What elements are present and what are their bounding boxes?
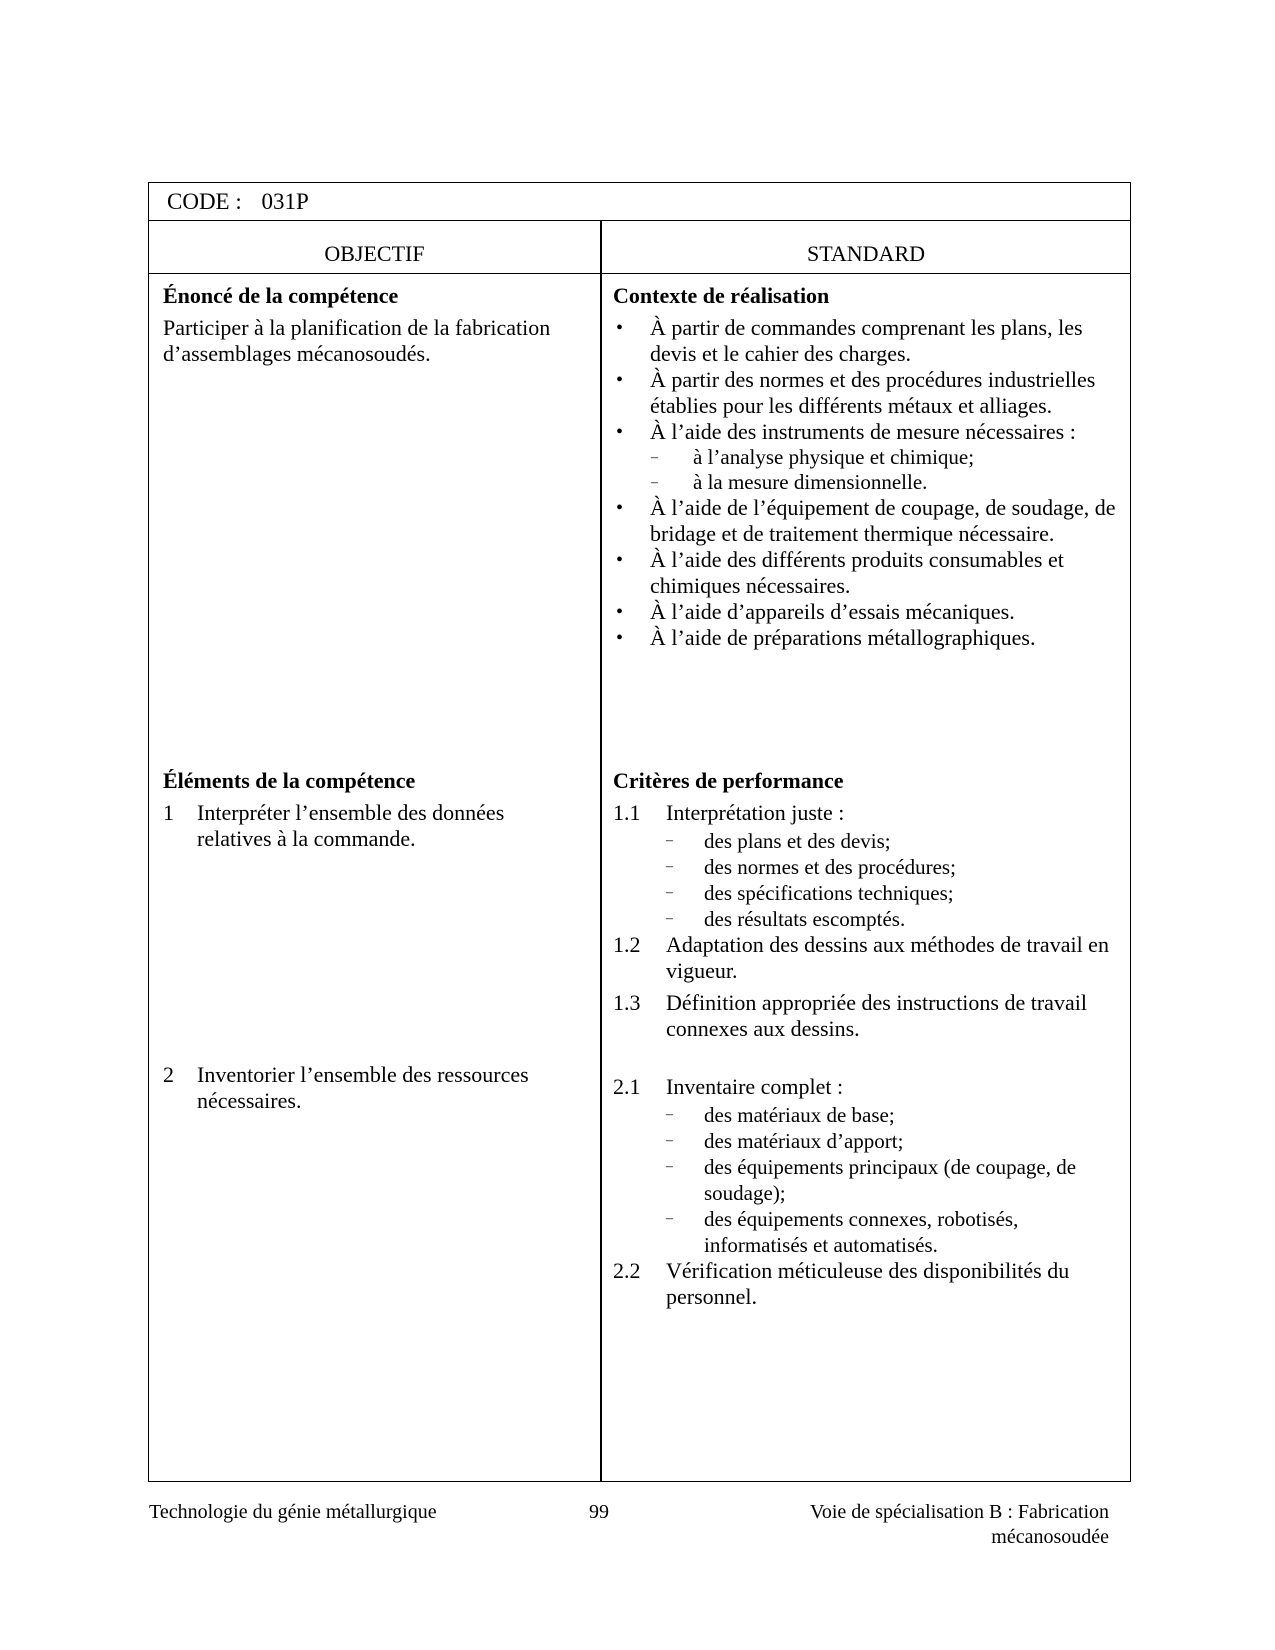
footer-left: Technologie du génie métallurgique: [149, 1501, 437, 1523]
list-item: • À l’aide des instruments de mesure nécessaires : – à l’analyse physique et chimique; – à la mesure dimensionnelle.: [613, 419, 1118, 495]
page-number: 99: [589, 1501, 609, 1523]
bullet-icon: •: [616, 369, 624, 391]
competence-table: [148, 182, 1131, 1482]
dash-icon: –: [666, 1107, 673, 1122]
critere-item: 1.3 Définition appropriée des instructions de travail connexes aux dessins.: [613, 990, 1087, 1041]
dash-icon: –: [666, 1133, 673, 1148]
sub-item: – à l’analyse physique et chimique;: [651, 445, 975, 469]
sub-item: – des spécifications techniques;: [666, 881, 954, 905]
code-label: CODE :: [167, 189, 242, 214]
standard-header: STANDARD: [806, 241, 926, 266]
list-item: • À l’aide de l’équipement de coupage, de soudage, de bridage et de traitement thermique nécessaire.: [616, 495, 1116, 546]
sub-item: – des matériaux de base;: [666, 1103, 895, 1127]
footer-right-line2: mécanosoudée: [991, 1526, 1109, 1548]
sub-item: – des normes et des procédures;: [666, 855, 956, 879]
enonce-text: Participer à la planification de la fabrication d’assemblages mécanosoudés.: [163, 315, 551, 366]
bullet-icon: •: [616, 497, 624, 519]
criteres-heading: Critères de performance: [613, 768, 844, 793]
enonce-section: [163, 283, 583, 367]
elements-heading: Éléments de la compétence: [163, 768, 416, 793]
critere-item: 2.1 Inventaire complet :: [613, 1074, 844, 1099]
dash-icon: –: [666, 859, 673, 874]
list-item: • À l’aide des différents produits consumables et chimiques nécessaires.: [616, 547, 1064, 598]
list-item: • À l’aide d’appareils d’essais mécaniques.: [616, 599, 1015, 624]
dash-icon: –: [651, 475, 658, 490]
bullet-icon: •: [616, 601, 624, 623]
element-item: 2 Inventorier l’ensemble des ressources nécessaires.: [163, 1062, 529, 1113]
sub-item: – des équipements principaux (de coupage, de soudage);: [666, 1155, 1077, 1205]
list-item: • À l’aide de préparations métallographiques.: [616, 625, 1036, 650]
enonce-heading: Énoncé de la compétence: [163, 283, 399, 308]
dash-icon: –: [666, 885, 673, 900]
critere-sublist: [613, 828, 1118, 932]
column-header-row: [149, 221, 1130, 274]
bullet-icon: •: [616, 549, 624, 571]
column-divider: [600, 221, 602, 1481]
sub-item: – des équipements connexes, robotisés, informatisés et automatisés.: [666, 1207, 1019, 1257]
element-item: 1 Interpréter l’ensemble des données relatives à la commande.: [163, 800, 505, 851]
critere-item: 2.2 Vérification méticuleuse des disponibilités du personnel.: [613, 1258, 1070, 1309]
bullet-icon: •: [616, 627, 624, 649]
criteres-section: [613, 768, 1118, 1310]
sub-item: – des matériaux d’apport;: [666, 1129, 904, 1153]
dash-icon: –: [666, 1211, 673, 1226]
footer-right-line1: Voie de spécialisation B : Fabrication: [809, 1501, 1109, 1523]
list-item: • À partir des normes et des procédures industrielles établies pour les différents métaux et alliages.: [616, 367, 1096, 418]
sub-item: – des résultats escomptés.: [666, 907, 906, 931]
bullet-icon: •: [616, 317, 624, 339]
dash-icon: –: [651, 450, 658, 465]
dash-icon: –: [666, 833, 673, 848]
critere-sublist: [613, 1102, 1118, 1258]
objectif-header: OBJECTIF: [324, 241, 425, 266]
contexte-list: [613, 315, 1118, 651]
critere-item: 1.1 Interprétation juste :: [613, 800, 845, 825]
contexte-section: [613, 283, 1118, 651]
elements-section: [163, 768, 583, 1114]
bullet-icon: •: [616, 421, 624, 443]
sub-item: – à la mesure dimensionnelle.: [651, 470, 928, 494]
dash-icon: –: [666, 1159, 673, 1174]
dash-icon: –: [666, 911, 673, 926]
footer-right: [810, 1500, 1109, 1550]
code-row: [149, 183, 1130, 221]
code-value: 031P: [261, 189, 309, 214]
critere-item: 1.2 Adaptation des dessins aux méthodes de travail en vigueur.: [613, 932, 1109, 983]
list-item: • À partir de commandes comprenant les plans, les devis et le cahier des charges.: [616, 315, 1083, 366]
sub-item: – des plans et des devis;: [666, 829, 891, 853]
contexte-heading: Contexte de réalisation: [613, 283, 830, 308]
